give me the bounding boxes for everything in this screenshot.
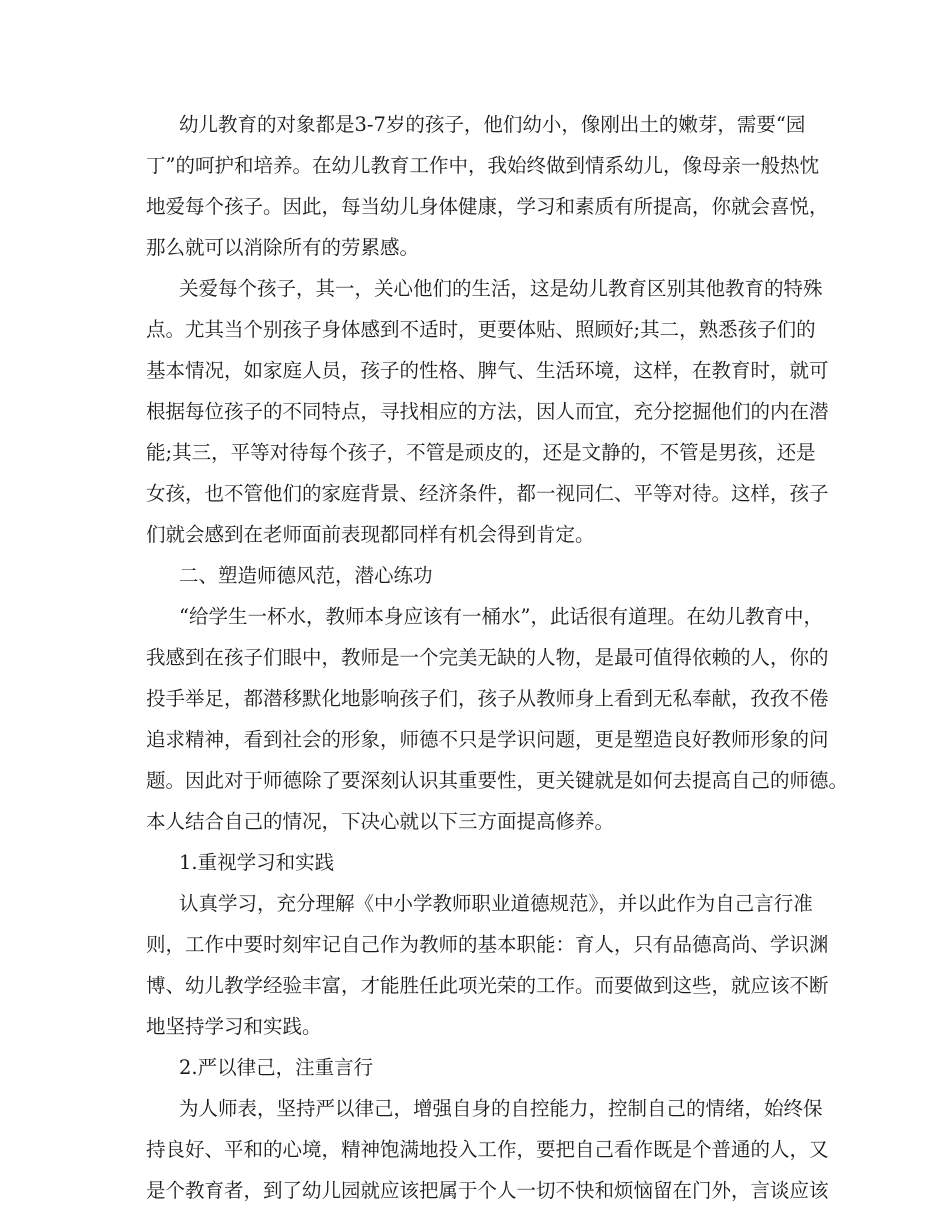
text-line: 投手举足，都潜移默化地影响孩子们，孩子从教师身上看到无私奉献，孜孜不倦 [146,687,829,710]
text-line: 那么就可以消除所有的劳累感。 [146,236,420,259]
text-line: 女孩，也不管他们的家庭背景、经济条件，都一视同仁、平等对待。这样，孩子 [146,482,829,505]
text-line: 们就会感到在老师面前表现都同样有机会得到肯定。 [146,523,595,546]
text-line: 点。尤其当个别孩子身体感到不适时，更要体贴、照顾好;其二，熟悉孩子们的 [146,318,816,341]
subsection-heading: 1.重视学习和实践 [179,851,335,874]
section-heading: 二、塑造师德风范，潜心练功 [179,564,433,587]
text-line: 本人结合自己的情况，下决心就以下三方面提高修养。 [146,810,615,833]
text-line: 幼儿教育的对象都是3-7岁的孩子，他们幼小，像刚出土的嫩芽，需要“园 [179,113,806,136]
text-line: 追求精神，看到社会的形象，师德不只是学识问题，更是塑造良好教师形象的问 [146,728,829,751]
text-line: 地爱每个孩子。因此，每当幼儿身体健康，学习和素质有所提高，你就会喜悦， [146,195,829,218]
text-line: 地坚持学习和实践。 [146,1015,322,1038]
subsection-heading: 2.严以律己，注重言行 [179,1056,374,1079]
text-line: 博、幼儿教学经验丰富，才能胜任此项光荣的工作。而要做到这些，就应该不断 [146,974,829,997]
text-line: 丁”的呵护和培养。在幼儿教育工作中，我始终做到情系幼儿，像母亲一般热忱 [146,154,819,177]
text-line: 能;其三，平等对待每个孩子，不管是顽皮的，还是文静的，不管是男孩，还是 [146,441,816,464]
text-line: 根据每位孩子的不同特点，寻找相应的方法，因人而宜，充分挖掘他们的内在潜 [146,400,829,423]
text-line: 我感到在孩子们眼中，教师是一个完美无缺的人物，是最可值得依赖的人，你的 [146,646,829,669]
text-line: 基本情况，如家庭人员，孩子的性格、脾气、生活环境，这样，在教育时，就可 [146,359,829,382]
text-line: 是个教育者，到了幼儿园就应该把属于个人一切不快和烦恼留在门外，言谈应该 [146,1179,829,1202]
text-line: 关爱每个孩子，其一，关心他们的生活，这是幼儿教育区别其他教育的特殊 [179,277,823,300]
text-line: 则，工作中要时刻牢记自己作为教师的基本职能：育人，只有品德高尚、学识渊 [146,933,829,956]
text-line: 为人师表，坚持严以律己，增强自身的自控能力，控制自己的情绪，始终保 [179,1097,823,1120]
text-line: 题。因此对于师德除了要深刻认识其重要性，更关键就是如何去提高自己的师德。 [146,769,849,792]
text-line: 持良好、平和的心境，精神饱满地投入工作，要把自己看作既是个普通的人，又 [146,1138,829,1161]
text-line: 认真学习，充分理解《中小学教师职业道德规范》，并以此作为自己言行准 [179,892,813,915]
text-line: “给学生一杯水，教师本身应该有一桶水”，此话很有道理。在幼儿教育中， [179,605,823,628]
